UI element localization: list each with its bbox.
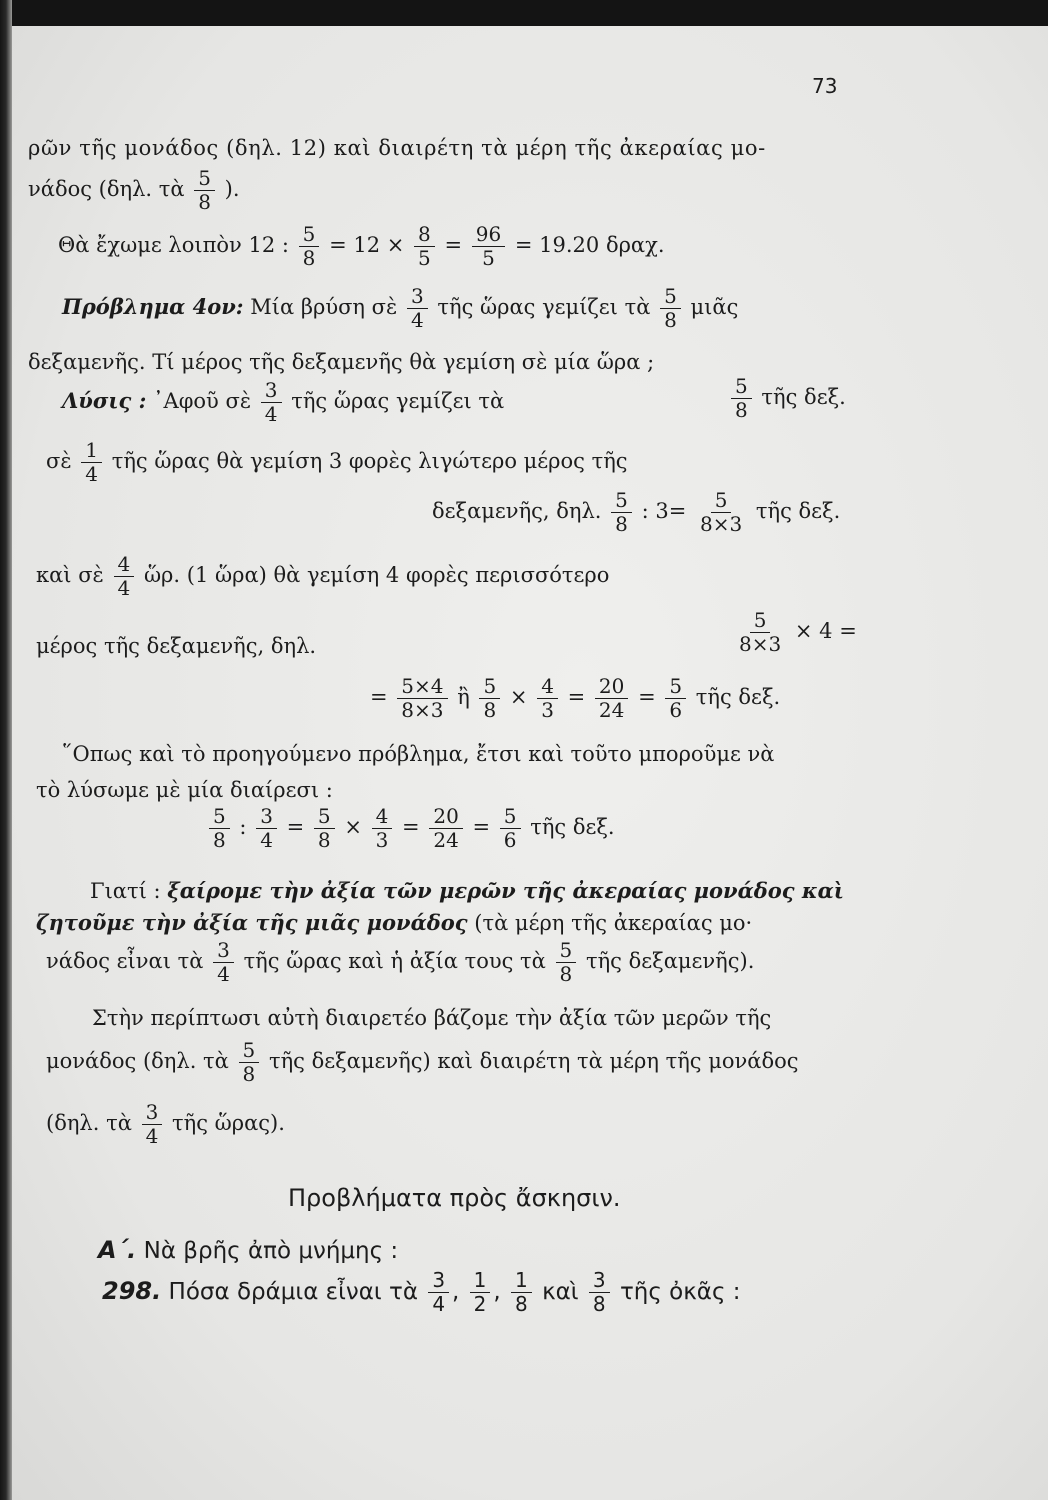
text: ᾿Αφοῦ σὲ xyxy=(153,389,252,413)
exercise-group-a xyxy=(98,1238,398,1263)
fraction-5-8: $\frac{5}{8}$ xyxy=(479,676,500,721)
fraction-3-4: $\frac{3}{4}$ xyxy=(261,380,282,425)
emphasis-text: ξαίρομε τὴν ἀξία τῶν μερῶν τῆς ἀκεραίας μονάδος καὶ xyxy=(167,878,844,903)
text-line-1: ρῶν τῆς μονάδος (δηλ. 12) καὶ διαιρέτη τὰ μέρη τῆς ἀκεραίας μο- xyxy=(28,136,766,160)
exercise-group-label: Α΄. xyxy=(98,1236,137,1264)
solution-line-5-right xyxy=(732,610,857,655)
fraction-1-2: $\frac{1}{2}$ xyxy=(470,1270,491,1315)
text: ὥρ. (1 ὥρα) θὰ γεμίση 4 φορὲς περισσότερο xyxy=(143,563,610,587)
text: τῆς δεξ. xyxy=(695,685,781,709)
text-line-10: Στὴν περίπτωσι αὐτὴ διαιρετέο βάζομε τὴν ἀξία τῶν μερῶν τῆς xyxy=(92,1006,772,1030)
text: , xyxy=(452,1279,460,1305)
text: Μία βρύση σὲ xyxy=(250,295,398,319)
exercise-number: 298. xyxy=(102,1277,162,1305)
text-line-2 xyxy=(28,168,240,213)
text: : 3= xyxy=(641,499,687,523)
fraction-3-4: $\frac{3}{4}$ xyxy=(407,286,428,331)
fraction-8-5: $\frac{8}{5}$ xyxy=(414,224,435,269)
solution-line-5: μέρος τῆς δεξαμενῆς, δηλ. xyxy=(36,634,317,658)
fraction-3-4: $\frac{3}{4}$ xyxy=(142,1102,163,1147)
fraction-5-8: $\frac{5}{8}$ xyxy=(194,168,215,213)
text: × xyxy=(344,815,362,839)
fraction-5-8: $\frac{5}{8}$ xyxy=(299,224,320,269)
text: = xyxy=(444,233,463,257)
text: = xyxy=(638,685,656,709)
fraction-5x4-8x3: $\frac{5\times 4}{8\times 3}$ xyxy=(397,676,447,721)
text: × xyxy=(509,685,528,709)
fraction-4-3: $\frac{4}{3}$ xyxy=(537,676,558,721)
fraction-5-8: $\frac{5}{8}$ xyxy=(556,940,577,985)
text-line-12 xyxy=(46,1102,285,1147)
text: Πόσα δράμια εἶναι τὰ xyxy=(168,1279,418,1305)
text: Θὰ ἔχωμε λοιπὸν 12 : xyxy=(58,233,289,257)
solution-line-4 xyxy=(36,554,609,599)
text: δεξαμενῆς, δηλ. xyxy=(432,499,602,523)
solution-line-3 xyxy=(432,490,840,535)
text: = 12 × xyxy=(329,233,405,257)
fraction-1-4: $\frac{1}{4}$ xyxy=(81,440,102,485)
fraction-5-6: $\frac{5}{6}$ xyxy=(665,676,686,721)
text: = xyxy=(567,685,586,709)
text: ἢ xyxy=(457,685,470,709)
fraction-5-8x3: $\frac{5}{8\times 3}$ xyxy=(739,608,782,656)
fraction-4-3: $\frac{4}{3}$ xyxy=(372,806,393,851)
text: σὲ xyxy=(46,449,72,473)
problem-title: Πρόβλημα 4ον: xyxy=(62,294,244,319)
text: τῆς δεξαμενῆς) καὶ διαιρέτη τὰ μέρη τῆς μονάδος xyxy=(268,1049,799,1073)
text: τῆς ὥρας γεμίζει τὰ xyxy=(437,295,651,319)
text: Γιατί : xyxy=(90,879,161,903)
text: νάδος εἶναι τὰ xyxy=(46,949,204,973)
text: τῆς ὥρας θὰ γεμίση 3 φορὲς λιγώτερο μέρος τῆς xyxy=(111,449,628,473)
text-line-8 xyxy=(36,912,752,934)
text-line-11 xyxy=(46,1040,799,1085)
text-line-5: ῞Οπως καὶ τὸ προηγούμενο πρόβλημα, ἔτσι καὶ τοῦτο μποροῦμε νὰ xyxy=(62,742,775,766)
solution-line-6 xyxy=(370,676,780,721)
text: καὶ σὲ xyxy=(36,563,104,587)
text: τῆς ὥρας). xyxy=(172,1111,285,1135)
problem-4-statement xyxy=(62,286,738,331)
text: (δηλ. τὰ xyxy=(46,1111,132,1135)
text: = 19.20 δραχ. xyxy=(514,233,665,257)
text-line-4: δεξαμενῆς. Τί μέρος τῆς δεξαμενῆς θὰ γεμίση σὲ μία ὥρα ; xyxy=(28,350,655,374)
solution-line-1 xyxy=(62,380,504,425)
text: (τὰ μέρη τῆς ἀκεραίας μο· xyxy=(474,911,753,935)
fraction-5-8: $\frac{5}{8}$ xyxy=(731,376,752,421)
fraction-5-8: $\frac{5}{8}$ xyxy=(660,286,681,331)
text-line-9 xyxy=(46,940,754,985)
fraction-5-8: $\frac{5}{8}$ xyxy=(611,490,632,535)
text: = xyxy=(402,815,420,839)
fraction-5-8: $\frac{5}{8}$ xyxy=(314,806,335,851)
fraction-4-4: $\frac{4}{4}$ xyxy=(114,554,135,599)
text: νάδος (δηλ. τὰ xyxy=(28,177,185,201)
solution-title: Λύσις : xyxy=(62,388,147,413)
exercise-298 xyxy=(102,1270,741,1315)
text-line-6: τὸ λύσωμε μὲ μία διαίρεσι : xyxy=(36,778,333,802)
fraction-20-24: $\frac{20}{24}$ xyxy=(595,676,628,721)
fraction-5-6: $\frac{5}{6}$ xyxy=(500,806,521,851)
text: = xyxy=(472,815,491,839)
text: τῆς δεξ. xyxy=(530,815,615,839)
fraction-3-4: $\frac{3}{4}$ xyxy=(428,1270,449,1315)
text: , xyxy=(493,1279,501,1305)
text: τῆς δεξ. xyxy=(761,385,846,409)
page-number: 73 xyxy=(812,74,838,98)
text: : xyxy=(239,815,247,839)
division-equation xyxy=(206,806,615,851)
emphasis-text: ζητοῦμε τὴν ἀξία τῆς μιᾶς μονάδος xyxy=(36,910,468,935)
text: μιᾶς xyxy=(690,295,739,319)
section-heading: Προβλήματα πρὸς ἄσκησιν. xyxy=(288,1184,621,1212)
fraction-20-24: $\frac{20}{24}$ xyxy=(429,806,462,851)
text: τῆς ὥρας γεμίζει τὰ xyxy=(291,389,505,413)
scan-left-border xyxy=(0,0,12,1500)
text: = xyxy=(286,815,305,839)
text: τῆς ὥρας καὶ ἡ ἀξία τους τὰ xyxy=(243,949,546,973)
equation-line-3 xyxy=(58,224,665,269)
fraction-5-8: $\frac{5}{8}$ xyxy=(239,1040,260,1085)
fraction-5-8: $\frac{5}{8}$ xyxy=(209,806,230,851)
text: × 4 = xyxy=(794,619,857,643)
text: = xyxy=(370,685,388,709)
text: ). xyxy=(224,177,240,201)
text: τῆς δεξαμενῆς). xyxy=(585,949,755,973)
fraction-1-8: $\frac{1}{8}$ xyxy=(511,1270,532,1315)
solution-line-2 xyxy=(46,440,628,485)
fraction-5-8x3: $\frac{5}{8\times 3}$ xyxy=(699,488,743,536)
text: τῆς ὀκᾶς : xyxy=(619,1279,741,1305)
scan-top-border xyxy=(0,0,1048,26)
fraction-96-5: $\frac{96}{5}$ xyxy=(472,224,505,269)
solution-line-1-right xyxy=(728,376,846,421)
fraction-3-4: $\frac{3}{4}$ xyxy=(213,940,234,985)
text: μονάδος (δηλ. τὰ xyxy=(46,1049,229,1073)
text-line-7 xyxy=(90,880,844,902)
fraction-3-8: $\frac{3}{8}$ xyxy=(589,1270,610,1315)
text: τῆς δεξ. xyxy=(755,499,841,523)
fraction-3-4: $\frac{3}{4}$ xyxy=(256,806,277,851)
text: καὶ xyxy=(542,1279,579,1305)
text: Νὰ βρῆς ἀπὸ μνήμης : xyxy=(143,1238,399,1264)
